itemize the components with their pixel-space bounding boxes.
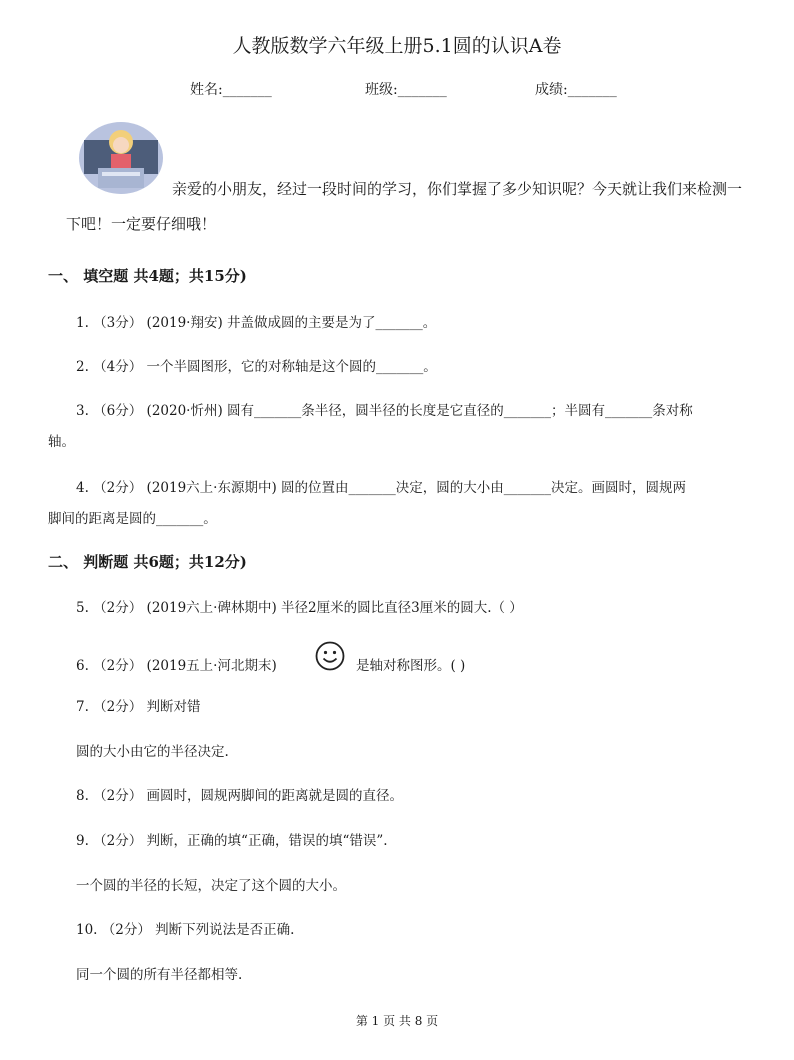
question-3: 3. （6分） (2020·忻州) 圆有_______条半径，圆半径的长度是它直径的_______；半圆有_______条对称 (76, 403, 693, 419)
question-7: 7. （2分） 判断对错 (76, 699, 201, 715)
question-4: 4. （2分） (2019六上·东源期中) 圆的位置由_______决定，圆的大小由_______决定。画圆时，圆规两 (76, 480, 687, 496)
section-heading-true-false: 二、 判断题 共6题；共12分) (48, 553, 247, 571)
question-9: 9. （2分） 判断，正确的填“正确，错误的填“错误”. (76, 833, 388, 849)
question-6-continued: 是轴对称图形。( ) (356, 658, 466, 674)
page-title: 人教版数学六年级上册5.1圆的认识A卷 (232, 35, 562, 57)
name-field: 姓名:_______ (190, 82, 272, 98)
score-field: 成绩:_______ (535, 82, 617, 98)
question-10: 10. （2分） 判断下列说法是否正确. (76, 922, 295, 938)
question-3-continued: 轴。 (48, 434, 75, 450)
smiley-face-icon (314, 640, 346, 672)
class-field: 班级:_______ (365, 82, 447, 98)
student-illustration (78, 120, 164, 196)
intro-text-line2: 下吧！一定要仔细哦！ (66, 215, 217, 233)
question-2: 2. （4分） 一个半圆图形，它的对称轴是这个圆的_______。 (76, 359, 437, 375)
section-heading-fill-blank: 一、 填空题 共4题；共15分) (48, 267, 247, 285)
page-footer: 第 1 页 共 8 页 (355, 1014, 439, 1028)
question-6: 6. （2分） (2019五上·河北期末) (76, 658, 277, 674)
question-5: 5. （2分） (2019六上·碑林期中) 半径2厘米的圆比直径3厘米的圆大.（ ） (76, 600, 523, 616)
question-8: 8. （2分） 画圆时，圆规两脚间的距离就是圆的直径。 (76, 788, 404, 804)
question-10-statement: 同一个圆的所有半径都相等. (76, 967, 243, 983)
question-1: 1. （3分） (2019·翔安) 井盖做成圆的主要是为了_______。 (76, 315, 437, 331)
question-7-statement: 圆的大小由它的半径决定. (76, 744, 229, 760)
question-4-continued: 脚间的距离是圆的_______。 (48, 511, 217, 527)
intro-text-line1: 亲爱的小朋友，经过一段时间的学习，你们掌握了多少知识呢？今天就让我们来检测一 (172, 180, 743, 198)
question-9-statement: 一个圆的半径的长短，决定了这个圆的大小。 (76, 878, 346, 894)
